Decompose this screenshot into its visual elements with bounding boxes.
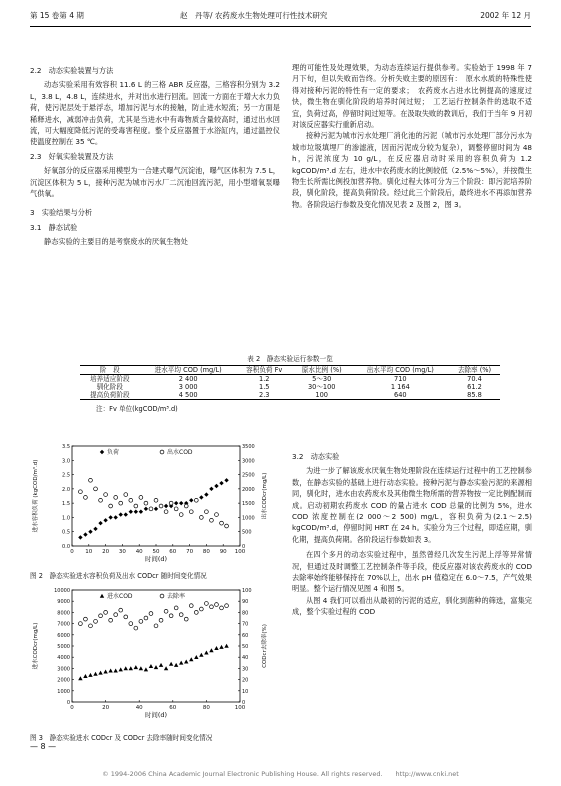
table-cell: 1 164 [390, 383, 410, 391]
table-cell: 640 [352, 391, 449, 400]
table-cell: 提高负荷阶段 [80, 391, 140, 400]
table-row [80, 383, 500, 391]
data-point [89, 478, 93, 482]
data-point [103, 670, 107, 674]
data-point [169, 662, 173, 666]
section-heading-2-3: 2.3 好氧实验装置及方法 [30, 151, 114, 161]
data-point [215, 603, 219, 607]
figure-3-chart [30, 586, 285, 726]
data-point [214, 646, 218, 650]
data-point [79, 622, 83, 626]
table-cell: 710 [394, 375, 407, 383]
y-tick-label: 2.0 [62, 486, 70, 493]
data-point [119, 608, 123, 612]
y-tick-label: 0.5 [62, 529, 70, 536]
data-point [210, 605, 214, 609]
data-point [144, 667, 148, 671]
plot-frame [72, 446, 240, 546]
data-point [134, 510, 138, 514]
table-cell: 5～30 [312, 375, 332, 383]
data-point [219, 481, 223, 485]
data-point [189, 657, 193, 661]
data-point [194, 611, 198, 615]
y-right-tick-label: 80 [242, 610, 249, 617]
y-tick-label: 8000 [57, 610, 70, 617]
x-tick-label: 40 [135, 549, 143, 555]
table-row [80, 391, 500, 400]
table-cell: 30～100 [307, 383, 336, 391]
left-column-text [30, 62, 280, 248]
data-point [139, 666, 143, 670]
y-tick-label: 6000 [57, 632, 70, 639]
right-column-lower-text [292, 448, 532, 618]
x-tick-label: 30 [118, 549, 126, 555]
data-point [164, 609, 168, 613]
data-point [124, 493, 128, 497]
y-axis-label: 进水CODcr(mg/L) [33, 622, 39, 670]
data-point [108, 668, 112, 672]
table-cell: 1.5 [259, 383, 270, 391]
data-point [174, 507, 178, 511]
y-tick-label: 3.0 [62, 458, 70, 465]
x-tick-label: 100 [234, 705, 246, 711]
table-cell: 2 400 [178, 375, 198, 383]
data-point [169, 614, 173, 618]
legend-label: 负荷 [107, 449, 120, 456]
data-point [124, 615, 128, 619]
data-point [224, 478, 228, 482]
data-point [189, 498, 193, 502]
data-point [129, 666, 133, 670]
data-point [78, 535, 82, 539]
data-point [134, 665, 138, 669]
y-right-tick-label: 90 [242, 599, 249, 606]
data-point [94, 619, 98, 623]
data-point [109, 504, 113, 508]
data-point [184, 504, 188, 508]
figure-3-caption: 图 3 静态实验进水 CODcr 及 CODcr 去除率随时间变化情况 [30, 734, 213, 742]
y-right-tick-label: 0 [242, 544, 246, 550]
data-point [134, 504, 138, 508]
data-point [139, 619, 143, 623]
y-tick-label: 1000 [57, 688, 70, 695]
data-point [119, 501, 123, 505]
y-right-tick-label: 60 [242, 632, 249, 639]
legend-marker [160, 450, 164, 454]
data-point [174, 663, 178, 667]
table-note: 注：Fv 单位(kgCOD/m³.d) [96, 405, 178, 413]
y-tick-label: 3.5 [62, 444, 70, 450]
table-header-cell: 容积负荷 Fv [237, 366, 292, 375]
data-point [164, 666, 168, 670]
data-point [225, 604, 229, 608]
data-point [194, 655, 198, 659]
data-point [119, 512, 123, 516]
x-tick-label: 0 [70, 705, 74, 711]
legend-label: 进水COD [107, 593, 133, 600]
table-caption: 表 2 静态实验运行参数一览 [247, 355, 333, 363]
data-point [93, 527, 97, 531]
x-axis-label: 时间(d) [144, 555, 168, 563]
data-point [83, 532, 87, 536]
data-point [154, 498, 158, 502]
section-heading-3-1: 3.1 静态试验 [30, 222, 78, 232]
data-point [215, 513, 219, 517]
data-point [84, 617, 88, 621]
data-point [144, 507, 148, 511]
data-point [154, 507, 158, 511]
table-cell: 4 500 [140, 391, 237, 400]
data-point [205, 602, 209, 606]
y-right-tick-label: 20 [242, 677, 249, 684]
data-point [199, 495, 203, 499]
data-point [154, 665, 158, 669]
y-right-tick-label: 50 [242, 644, 249, 650]
data-point [174, 501, 178, 505]
data-point [220, 521, 224, 525]
paragraph-dynamic-setup: 动态实验采用有效容积 11.6 L 的三格 ABR 反应器，三格容积分别为 3.2 L，3.8 L，4.8 L，连续进水，并对出水进行回流。回流一方面在于增大水力负荷，使污泥层处于悬浮态，增加污泥与水的接触，防止进水短流；另一方面是稀释进水，减弱冲击负荷，尤其是当进水中有毒物质含量较高时，通过出水回流，可大幅度降低污泥的受毒害程度。整个反应器置于水浴缸内，通过温控仪使温度控制在 35 ℃。 [30, 80, 280, 147]
x-axis-label: 时间(d) [144, 711, 168, 719]
data-point [159, 663, 163, 667]
data-point [220, 606, 224, 610]
y-right-tick-label: 40 [242, 655, 249, 662]
table-header-cell: 原水比例 (%) [292, 366, 352, 375]
section-heading-3: 3 实验结果与分析 [30, 208, 93, 218]
table-header-row [80, 366, 500, 375]
y-tick-label: 1.0 [62, 515, 70, 522]
data-point [129, 622, 133, 626]
y-right-tick-label: 1500 [242, 501, 255, 508]
y-tick-label: 1.5 [62, 501, 70, 508]
data-point [179, 513, 183, 517]
y-right-tick-label: 10 [242, 688, 249, 695]
paragraph-results: 在四个多月的动态实验过程中，虽然曾经几次发生污泥上浮等异常情况，但通过及时调整工艺控制条件等手段，使反应器对该农药废水的 COD 去除率始终能够保持在 70%以上，出水 pH 值稳定在 6.0～7.5，产气效果明显。整个运行情况见图 4 和图 5。 [292, 550, 532, 594]
data-point [99, 614, 103, 618]
data-point [149, 664, 153, 668]
data-point [179, 661, 183, 665]
data-point [174, 606, 178, 610]
y-axis-label: 进水容积负荷 (kgCOD/m³.d) [33, 459, 39, 533]
data-point [129, 510, 133, 514]
data-point [83, 674, 87, 678]
table-2 [80, 353, 500, 413]
table-header-cell: 出水平均 COD (mg/L) [352, 366, 449, 375]
data-point [224, 644, 228, 648]
x-tick-label: 40 [135, 705, 143, 711]
data-point [159, 618, 163, 622]
plot-frame [72, 590, 240, 702]
data-point [94, 487, 98, 491]
legend-marker [100, 450, 104, 454]
y-tick-label: 4000 [57, 655, 70, 662]
y-tick-label: 10000 [54, 588, 70, 594]
data-point [199, 516, 203, 520]
article-running-title: 赵 丹等/ 农药废水生物处理可行性技术研究 [180, 11, 328, 20]
y-right-tick-label: 70 [242, 621, 249, 628]
x-tick-label: 90 [219, 549, 227, 555]
legend-marker [100, 594, 104, 598]
table-header-cell: 去除率 (%) [449, 366, 500, 375]
y-right-tick-label: 1000 [242, 515, 255, 522]
paragraph-static-continued: 理的可能性及处理效果，为动态连续运行提供参考。实验始于 1998 年 7 月下旬，但以失败而告终。分析失败主要的原因有： 原水水质的特殊性使得对接种污泥的特性有一定的要求； 农药废水占进水比例提高的速度过快，微生物在驯化阶段的培养时间过短； 工艺运行控制条件的选取不适宜，负荷过高，停留时间过短等。在汲取失败的教训后，我们于当年 9 月初对该反应器实行重新启动。 [292, 63, 532, 130]
data-point [169, 501, 173, 505]
data-point [139, 496, 143, 500]
y-right-tick-label: 0 [242, 700, 246, 706]
data-point [184, 659, 188, 663]
legend-marker [160, 594, 164, 598]
data-point [113, 668, 117, 672]
data-point [124, 666, 128, 670]
x-tick-label: 20 [102, 549, 110, 555]
data-point [204, 651, 208, 655]
data-point [78, 676, 82, 680]
data-point [144, 501, 148, 505]
y-tick-label: 7000 [57, 621, 70, 628]
data-point [88, 673, 92, 677]
y-right-tick-label: 2000 [242, 486, 255, 493]
running-header [30, 10, 531, 27]
data-point [214, 484, 218, 488]
issue-date: 2002 年 12 月 [480, 11, 531, 20]
data-point [129, 498, 133, 502]
data-point [154, 624, 158, 628]
data-point [205, 510, 209, 514]
copyright-footer: © 1994-2006 China Academic Journal Electronic Publishing House. All rights reserved. http://www.cnki.net [102, 770, 459, 778]
data-point [179, 613, 183, 617]
x-tick-label: 100 [234, 549, 246, 555]
data-point [98, 521, 102, 525]
y-tick-label: 0 [66, 700, 70, 706]
y-right-tick-label: 500 [242, 529, 252, 536]
table-cell: 61.2 [467, 383, 482, 391]
data-point [189, 604, 193, 608]
legend-label: 出水COD [167, 449, 193, 456]
data-point [88, 530, 92, 534]
y-tick-label: 2000 [57, 677, 70, 684]
section-heading-2-2: 2.2 动态实验装置与方法 [30, 66, 114, 75]
data-point [159, 504, 163, 508]
y-tick-label: 5000 [57, 644, 70, 650]
x-tick-label: 80 [202, 705, 210, 711]
y-right-axis-label: 出水CODcr(mg/L) [262, 472, 268, 520]
data-point [139, 510, 143, 514]
paragraph-aerobic-setup: 好氧部分的反应器采用模型为一合建式曝气沉淀池，曝气区体积为 7.5 L，沉淀区体积为 5 L，接种污泥为城市污水厂二沉池回流污泥，用小型增氧泵曝气供氧。 [30, 166, 280, 199]
data-point [209, 648, 213, 652]
data-point [144, 616, 148, 620]
data-point [184, 617, 188, 621]
data-point [149, 507, 153, 511]
table-cell: 2.3 [237, 391, 292, 400]
data-point [164, 510, 168, 514]
table-cell: 培养适应阶段 [90, 375, 130, 383]
y-tick-label: 9000 [57, 599, 70, 606]
x-tick-label: 80 [202, 549, 210, 555]
data-point [104, 493, 108, 497]
y-right-tick-label: 30 [242, 666, 249, 673]
y-right-tick-label: 3500 [242, 444, 255, 450]
data-point [209, 487, 213, 491]
table-cell: 85.8 [449, 391, 500, 400]
x-tick-label: 10 [85, 549, 93, 555]
table-cell: 驯化阶段 [96, 383, 123, 391]
data-point [219, 645, 223, 649]
data-point [114, 613, 118, 617]
data-point [210, 518, 214, 522]
data-point [179, 501, 183, 505]
paragraph-figure-4: 从图 4 我们可以看出从最初的污泥的适应，驯化到菌种的筛选，富集完成，整个实验过程的 COD [292, 595, 532, 617]
right-column-text [292, 62, 532, 210]
x-tick-label: 60 [169, 549, 177, 555]
data-point [134, 626, 138, 630]
figure-2-chart [30, 442, 285, 567]
legend-label: 去除率 [167, 593, 186, 600]
parameters-table [80, 365, 500, 400]
y-right-axis-label: CODcr去除率(%) [262, 624, 268, 668]
data-point [204, 492, 208, 496]
section-heading-3-2: 3.2 动态实验 [292, 452, 340, 461]
y-right-tick-label: 100 [242, 588, 252, 594]
x-tick-label: 70 [186, 549, 194, 555]
paragraph-inoculum: 接种污泥为城市污水处理厂消化池的污泥（城市污水处理厂部分污水为城市垃圾填埋厂的渗滤液，因而污泥成分较为复杂），调整停留时间为 48 h，污泥浓度为 10 g/L，在反应器启动时采用的容积负荷为 1.2 kgCOD/m³.d 左右，进水中农药废水的比例较低（2.5%～5%），并按微生物生长所需比例投加营养物。驯化过程大体可分为三个阶段：即污泥培养阶段，驯化阶段，提高负荷阶段。经过此三个阶段后，最终进水不再添加营养物。各阶段运行参数及变化情况见表 2 及图 2，图 3。 [292, 131, 532, 209]
table-cell: 100 [292, 391, 352, 400]
data-point [124, 512, 128, 516]
data-point [194, 498, 198, 502]
data-point [199, 653, 203, 657]
data-point [164, 504, 168, 508]
figure-2-caption: 图 2 静态实验进水容积负荷及出水 CODcr 随时间变化情况 [30, 572, 207, 580]
data-point [104, 611, 108, 615]
y-right-tick-label: 2500 [242, 472, 255, 479]
paragraph-static-test: 静态实验的主要目的是考察废水的厌氧生物处 [44, 237, 188, 247]
data-point [119, 667, 123, 671]
data-point [93, 672, 97, 676]
x-tick-label: 60 [169, 705, 177, 711]
data-point [109, 618, 113, 622]
x-tick-label: 0 [70, 549, 74, 555]
y-tick-label: 2.5 [62, 472, 70, 479]
data-point [114, 496, 118, 500]
data-point [79, 490, 83, 494]
y-right-tick-label: 3000 [242, 458, 255, 465]
table-header-cell: 进水平均 COD (mg/L) [140, 366, 237, 375]
x-tick-label: 20 [102, 705, 110, 711]
data-point [89, 624, 93, 628]
paragraph-dynamic-experiment: 为进一步了解该废水厌氧生物处理阶段在连续运行过程中的工艺控制参数，在静态实验的基础上进行动态实验。接种污泥与静态实验污泥的来源相同，驯化时，进水由农药废水及其他微生物所需的营养物按一定比例配制而成。启动初期农药废水 COD 的量占进水 COD 总量的比例为 5%，进水 COD 浓度控制在(2 000～2 500) mg/L，容积负荷为(2.1～2.5) kgCOD/m³.d，停留时间 HRT 在 24 h。实验分为三个过程，即适应期，驯化期，提高负荷期。各阶段运行参数如表 3。 [292, 466, 532, 544]
data-point [98, 671, 102, 675]
table-row [80, 375, 500, 384]
data-point [149, 612, 153, 616]
table-cell: 1.2 [259, 375, 270, 383]
journal-volume: 第 15 卷第 4 期 [30, 11, 84, 20]
data-point [84, 496, 88, 500]
data-point [189, 510, 193, 514]
y-tick-label: 3000 [57, 666, 70, 673]
table-cell: 3 000 [178, 383, 198, 391]
page-number: — 8 — [30, 742, 57, 751]
data-point [225, 524, 229, 528]
x-tick-label: 50 [152, 549, 160, 555]
data-point [99, 498, 103, 502]
data-point [103, 518, 107, 522]
data-point [108, 515, 112, 519]
table-header-cell: 阶 段 [80, 366, 140, 375]
data-point [199, 607, 203, 611]
y-tick-label: 0.0 [62, 544, 70, 550]
table-cell: 70.4 [467, 375, 482, 383]
data-point [113, 515, 117, 519]
